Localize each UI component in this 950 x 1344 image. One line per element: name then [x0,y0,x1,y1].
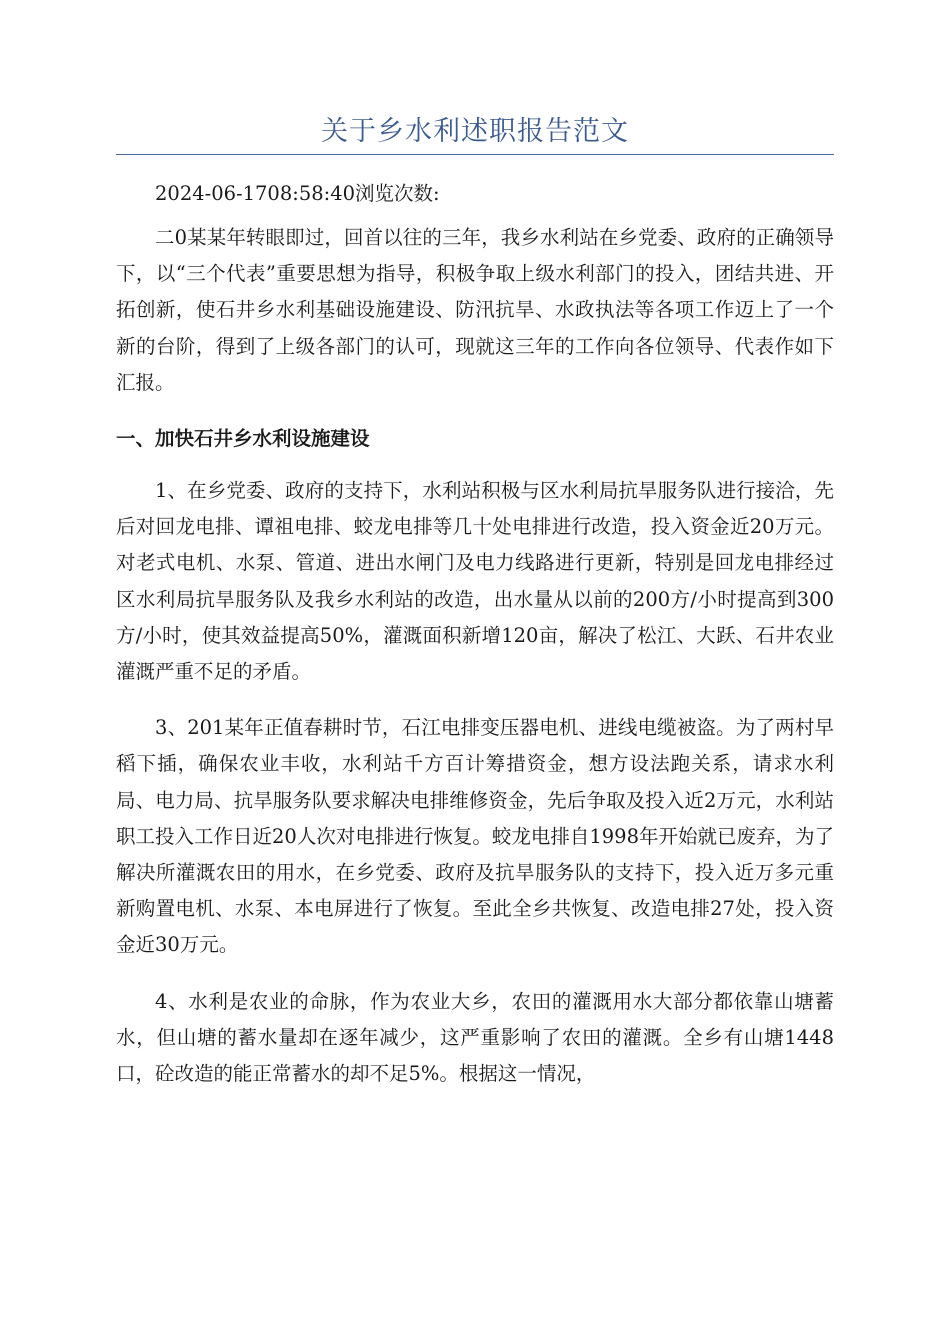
publish-meta: 2024-06-1708:58:40浏览次数: [155,182,440,205]
section-heading: 一、加快石井乡水利设施建设 [116,427,370,451]
paragraph-3: 3、201某年正值春耕时节，石江电排变压器电机、进线电缆被盗。为了两村早稻下插，确保农业丰收，水利站千方百计筹措资金，想方设法跑关系，请求水利局、电力局、抗旱服务队要求解决电排维修资金，先后争取及投入近2万元，水利站职工投入工作日近20人次对电排进行恢复。蛟龙电排自1998年开始就已废弃，为了解决所灌溉农田的用水，在乡党委、政府及抗旱服务队的支持下，投入近万多元重新购置电机、水泵、本电屏进行了恢复。至此全乡共恢复、改造电排27处，投入资金近30万元。 [116,716,834,957]
document-title: 关于乡水利述职报告范文 [321,116,629,147]
document-body [116,176,834,1112]
title-underline [116,154,834,155]
intro-paragraph: 二0某某年转眼即过，回首以往的三年，我乡水利站在乡党委、政府的正确领导下，以“三个代表”重要思想为指导，积极争取上级水利部门的投入，团结共进、开拓创新，使石井乡水利基础设施建设、防汛抗旱、水政执法等各项工作迈上了一个新的台阶，得到了上级各部门的认可，现就这三年的工作向各位领导、代表作如下汇报。 [116,226,834,394]
paragraph-4: 4、水利是农业的命脉，作为农业大乡，农田的灌溉用水大部分都依靠山塘蓄水，但山塘的蓄水量却在逐年减少，这严重影响了农田的灌溉。全乡有山塘1448口，砼改造的能正常蓄水的却不足5%。根据这一情况， [116,989,834,1086]
paragraph-1: 1、在乡党委、政府的支持下，水利站积极与区水利局抗旱服务队进行接洽，先后对回龙电排、谭祖电排、蛟龙电排等几十处电排进行改造，投入资金近20万元。对老式电机、水泵、管道、进出水闸门及电力线路进行更新，特别是回龙电排经过区水利局抗旱服务队及我乡水利站的改造，出水量从以前的200方/小时提高到300方/小时，使其效益提高50%，灌溉面积新增120亩，解决了松江、大跃、石井农业灌溉严重不足的矛盾。 [116,479,834,684]
